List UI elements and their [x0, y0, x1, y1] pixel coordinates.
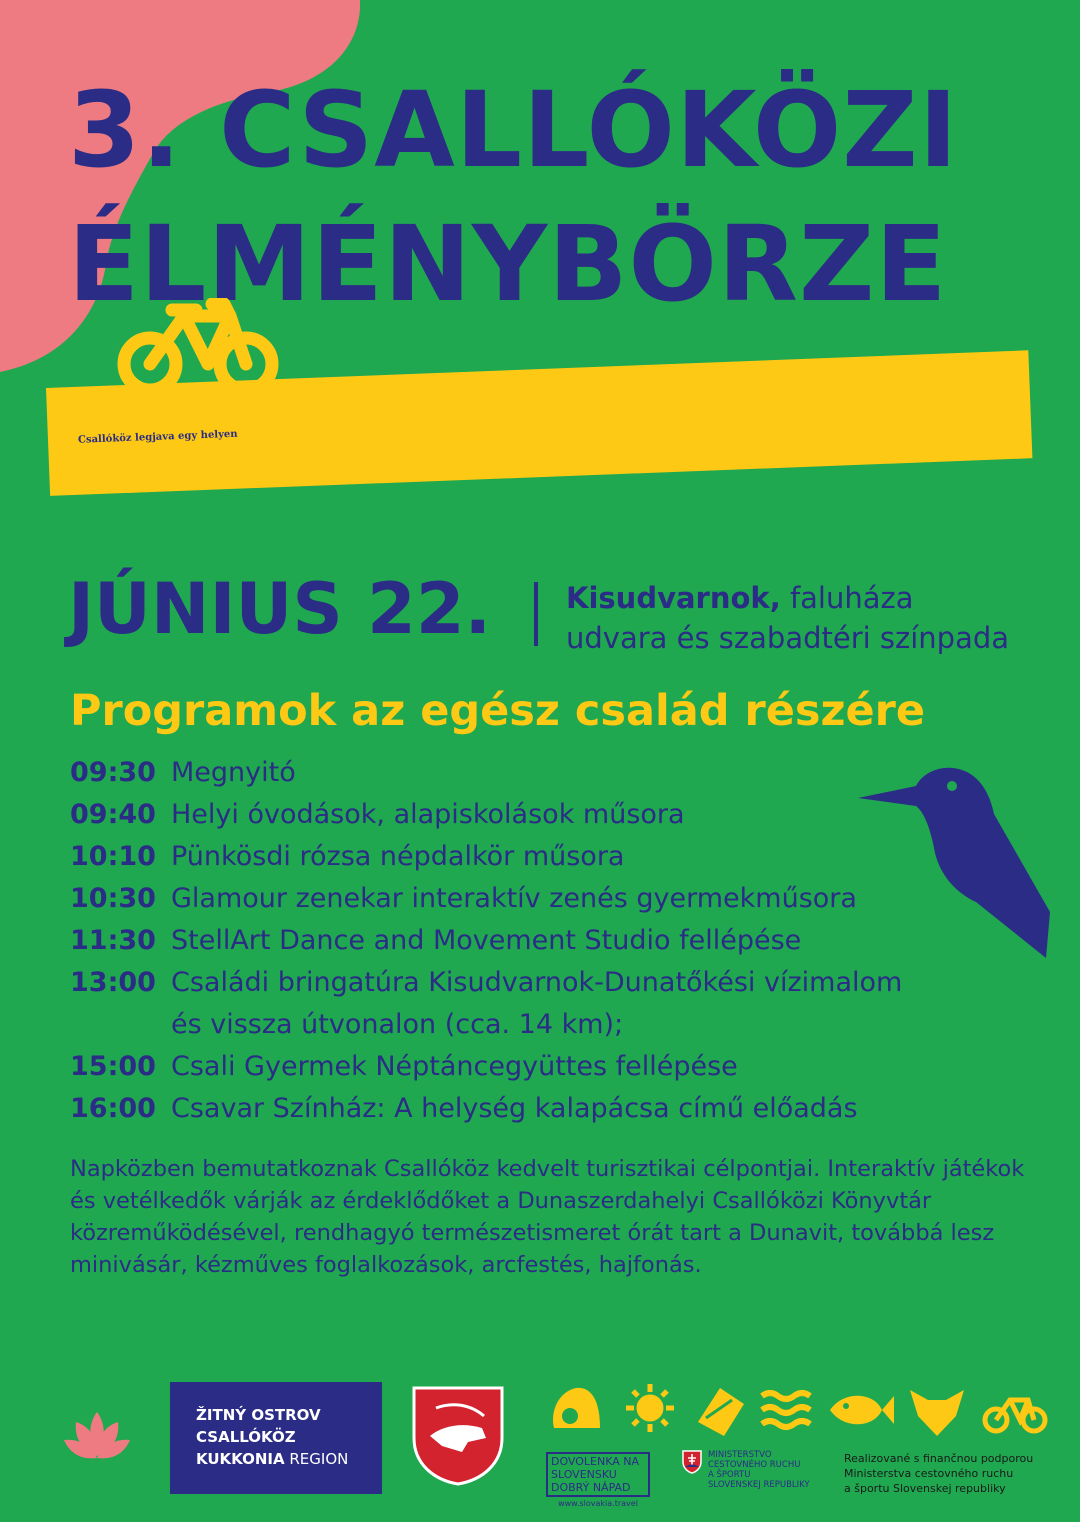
- kingfisher-bird: [854, 762, 1054, 962]
- ministry-line-1: MINISTERSTVO: [708, 1450, 772, 1460]
- schedule-list: [70, 752, 990, 1130]
- schedule-time: 11:30: [70, 925, 156, 956]
- funding-line-3: a športu Slovenskej republiky: [844, 1482, 1006, 1495]
- ministry-text: [708, 1450, 838, 1490]
- dovolenka-line-3: DOBRÝ NÁPAD: [551, 1481, 631, 1494]
- dovolenka-box: [546, 1452, 650, 1497]
- schedule-time: 09:30: [70, 757, 156, 788]
- programs-heading: Programok az egész család részére: [70, 686, 926, 736]
- region-logo-line-1: ŽITNÝ OSTROV: [196, 1406, 321, 1424]
- ministry-line-4: SLOVENSKEJ REPUBLIKY: [708, 1480, 810, 1490]
- title-line-2: ÉLMÉNYBÖRZE: [68, 203, 948, 325]
- title-line-1: 3. CSALLÓKÖZI: [68, 69, 959, 191]
- rock-icon: [553, 1388, 600, 1428]
- schedule-row: [70, 1088, 990, 1130]
- schedule-time: 13:00: [70, 967, 156, 998]
- dovolenka-url: www.slovakia.travel: [558, 1499, 638, 1508]
- schedule-activity: Családi bringatúra Kisudvarnok-Dunatőkési vízimalom: [171, 967, 903, 998]
- schedule-row: [70, 962, 990, 1004]
- region-logo: [170, 1382, 382, 1494]
- slovak-flag-icon: [682, 1450, 702, 1474]
- schedule-time: 15:00: [70, 1051, 156, 1082]
- schedule-row: [70, 1046, 990, 1088]
- fox-icon: [910, 1390, 964, 1436]
- venue-rest-2: udvara és szabadtéri színpada: [566, 621, 1010, 655]
- ministry-line-3: A ŠPORTU: [708, 1470, 751, 1480]
- schedule-activity: Pünkösdi rózsa népdalkör műsora: [171, 841, 625, 872]
- schedule-time: 10:30: [70, 883, 156, 914]
- schedule-row: [70, 1004, 990, 1046]
- venue-rest-1: faluháza: [780, 581, 914, 615]
- schedule-activity: és vissza útvonalon (cca. 14 km);: [171, 1009, 624, 1040]
- venue-place: Kisudvarnok,: [566, 581, 781, 615]
- schedule-activity: Glamour zenekar interaktív zenés gyermekműsora: [171, 883, 857, 914]
- schedule-row: [70, 752, 990, 794]
- schedule-row: [70, 920, 990, 962]
- schedule-time: 10:10: [70, 841, 156, 872]
- tagline: Csallóköz legjava egy helyen: [77, 428, 238, 446]
- schedule-activity: Megnyitó: [171, 757, 296, 788]
- schedule-activity: Csavar Színház: A helység kalapácsa című előadás: [171, 1093, 858, 1124]
- icon-strip: [548, 1382, 1048, 1442]
- bicycle-icon: [985, 1400, 1045, 1431]
- region-logo-line-2: CSALLÓKÖZ: [196, 1428, 296, 1446]
- waves-icon: [762, 1393, 810, 1427]
- coat-of-arms: [412, 1386, 504, 1486]
- description-text: Napközben bemutatkoznak Csallóköz kedvelt turisztikai célpontjai. Interaktív játékok és vetélkedők várják az érdeklődőket a Dunaszerdahelyi Csallóközi Könyvtár közreműködésével, rendhagyó természetismeret órát tart a Dunavit, továbbá lesz minivásár, kézműves foglalkozások, arcfestés, hajfonás.: [70, 1156, 1025, 1278]
- region-logo-line-3: KUKKONIA REGION: [196, 1450, 349, 1468]
- ministry-line-2: CESTOVNÉHO RUCHU: [708, 1460, 801, 1470]
- date-divider: [534, 582, 538, 646]
- schedule-activity: StellArt Dance and Movement Studio fellépése: [171, 925, 802, 956]
- schedule-row: [70, 836, 990, 878]
- event-venue: [566, 578, 1009, 658]
- fish-icon: [830, 1396, 894, 1425]
- boat-icon: [698, 1388, 744, 1436]
- schedule-row: [70, 794, 990, 836]
- lotus-icon: [64, 1410, 130, 1462]
- event-date: JÚNIUS 22.: [68, 568, 492, 650]
- funding-line-1: Realizované s finančnou podporou: [844, 1452, 1034, 1465]
- dovolenka-line-2: SLOVENSKU: [551, 1468, 617, 1481]
- funding-line-2: Ministerstva cestovného ruchu: [844, 1467, 1014, 1480]
- schedule-activity: Helyi óvodások, alapiskolások műsora: [171, 799, 685, 830]
- funding-notice: [844, 1451, 1064, 1496]
- schedule-time: 09:40: [70, 799, 156, 830]
- dovolenka-line-1: DOVOLENKA NA: [551, 1455, 640, 1468]
- schedule-row: [70, 878, 990, 920]
- schedule-time: [70, 1004, 171, 1046]
- dovolenka-logo: [546, 1452, 650, 1508]
- schedule-activity: Csali Gyermek Néptáncegyüttes fellépése: [171, 1051, 738, 1082]
- schedule-time: 16:00: [70, 1093, 156, 1124]
- sun-icon: [626, 1384, 674, 1432]
